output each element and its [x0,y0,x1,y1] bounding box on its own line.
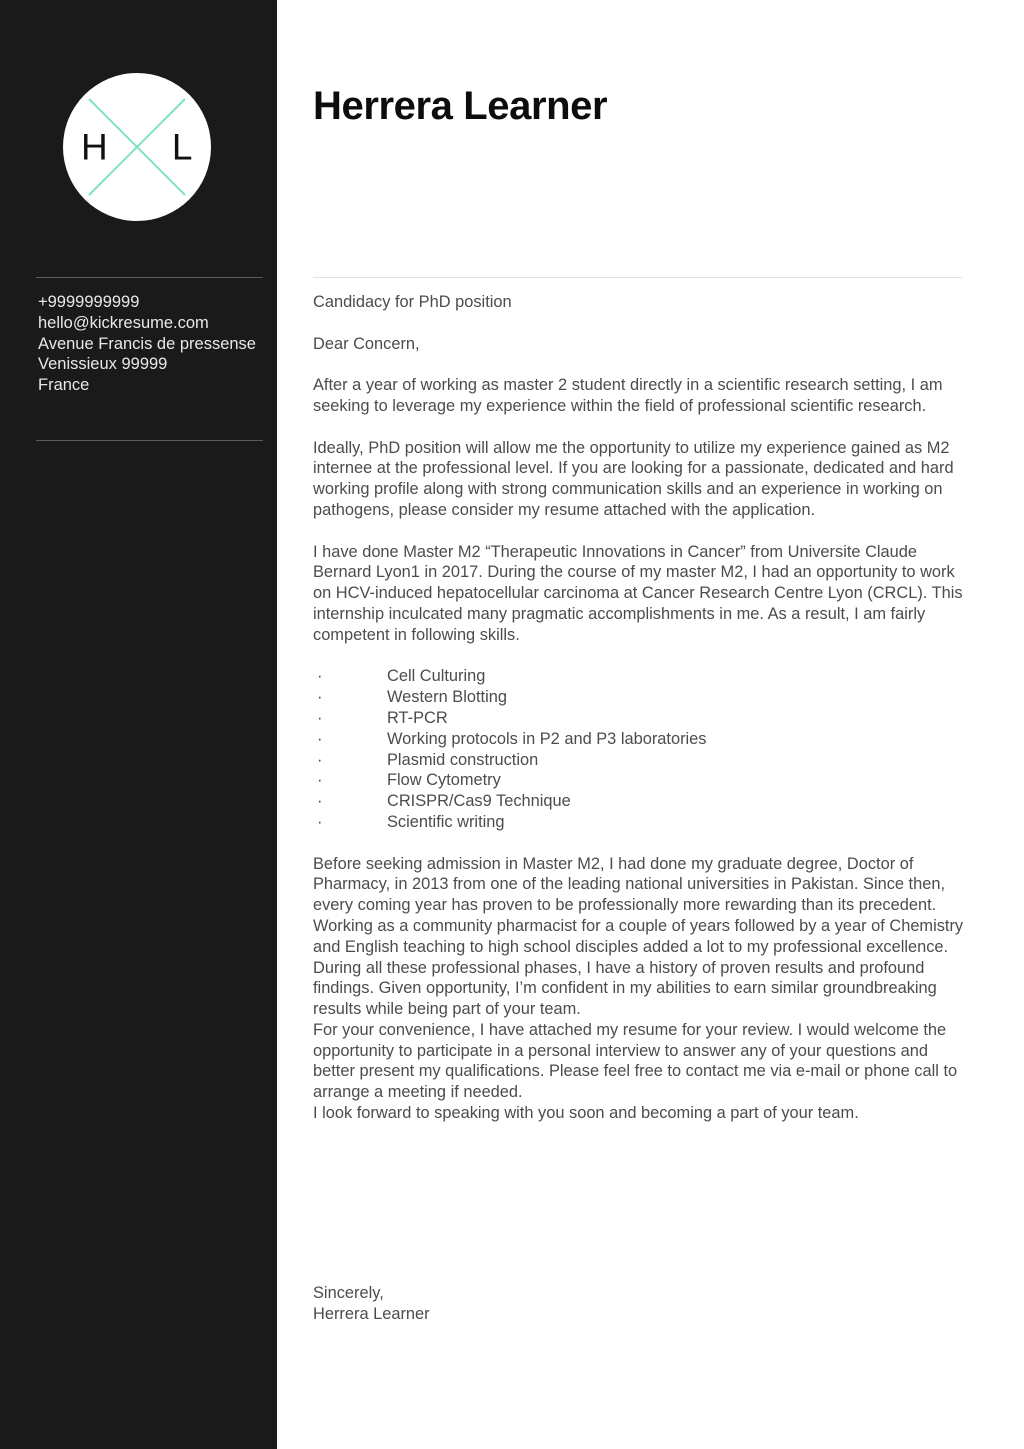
skill-label: RT-PCR [387,708,448,727]
skill-label: Working protocols in P2 and P3 laboratories [387,729,707,748]
skills-list [313,666,968,832]
letter-paragraph: After a year of working as master 2 student directly in a scientific research setting, I am seeking to leverage my experience within the field of professional scientific research. [313,376,943,415]
skill-label: Flow Cytometry [387,771,501,790]
skill-label: Cell Culturing [387,667,486,686]
bullet-icon: · [317,667,323,686]
page-title: Herrera Learner [313,84,608,128]
letter-content [313,292,968,1124]
contact-city-zip: Venissieux 99999 [38,355,168,374]
letter-greeting: Dear Concern, [313,334,420,353]
bullet-icon: · [317,792,323,811]
signoff-block [313,1283,430,1325]
logo-initial-right: L [171,126,193,168]
skill-label: Western Blotting [387,688,507,707]
skill-label: Plasmid construction [387,750,539,769]
sidebar [0,0,277,1449]
bullet-icon: · [317,688,323,707]
list-item [313,729,968,750]
sidebar-divider-bottom [36,440,263,441]
bullet-icon: · [317,771,323,790]
contact-country: France [38,376,90,395]
letter-paragraph: Before seeking admission in Master M2, I had done my graduate degree, Doctor of Pharmacy, in 2013 from one of the leading national universities in Pakistan. Since then, every coming year has proven to be professionally more rewarding than its precedent. Working as a community pharmacist for a couple of years followed by a year of Chemistry and English teaching to high school disciples added a lot to my professional excellence. During all these professional phases, I have a history of proven results and profound findings. Given opportunity, I’m confident in my abilities to earn similar groundbreaking results while being part of your team. [313,854,964,1019]
list-item [313,687,968,708]
bullet-icon: · [317,729,323,748]
contact-email[interactable]: hello@kickresume.com [38,313,209,332]
bullet-icon: · [317,750,323,769]
list-item [313,708,968,729]
letter-body [277,0,1024,1449]
bullet-icon: · [317,812,323,831]
list-item [313,770,968,791]
list-item [313,791,968,812]
letter-paragraph: I have done Master M2 “Therapeutic Innovations in Cancer” from Universite Claude Bernard Lyon1 in 2017. During the course of my master M2, I had an opportunity to work on HCV-induced hepatocellular carcinoma at Cancer Research Centre Lyon (CRCL). This internship inculcated many pragmatic accomplishments in me. As a result, I am fairly competent in following skills. [313,542,963,644]
letter-paragraph: For your convenience, I have attached my resume for your review. I would welcome the opportunity to participate in a personal interview to answer any of your questions and better present my qualifications. Please feel free to contact me via e-mail or phone call to arrange a meeting if needed. [313,1020,958,1102]
skill-label: Scientific writing [387,812,505,831]
bullet-icon: · [317,708,323,727]
contact-block [38,292,263,396]
valediction: Sincerely, [313,1284,384,1302]
contact-phone[interactable]: +9999999999 [38,293,140,311]
list-item [313,750,968,771]
letter-paragraph: I look forward to speaking with you soon and becoming a part of your team. [313,1104,859,1123]
signature-name: Herrera Learner [313,1304,430,1323]
contact-street: Avenue Francis de pressense [38,334,256,353]
sidebar-divider-top [36,277,263,278]
letter-subject: Candidacy for PhD position [313,293,512,311]
skill-label: CRISPR/Cas9 Technique [387,792,571,811]
header-divider [313,277,962,278]
logo-initial-left: H [81,126,109,168]
letter-paragraph: Ideally, PhD position will allow me the opportunity to utilize my experience gained as M2 internee at the professional level. If you are looking for a passionate, dedicated and hard working profile along with strong communication skills and an experience in working on pathogens, please consider my resume attached with the application. [313,438,954,519]
logo-monogram [63,73,211,221]
list-item [313,812,968,833]
list-item [313,666,968,687]
